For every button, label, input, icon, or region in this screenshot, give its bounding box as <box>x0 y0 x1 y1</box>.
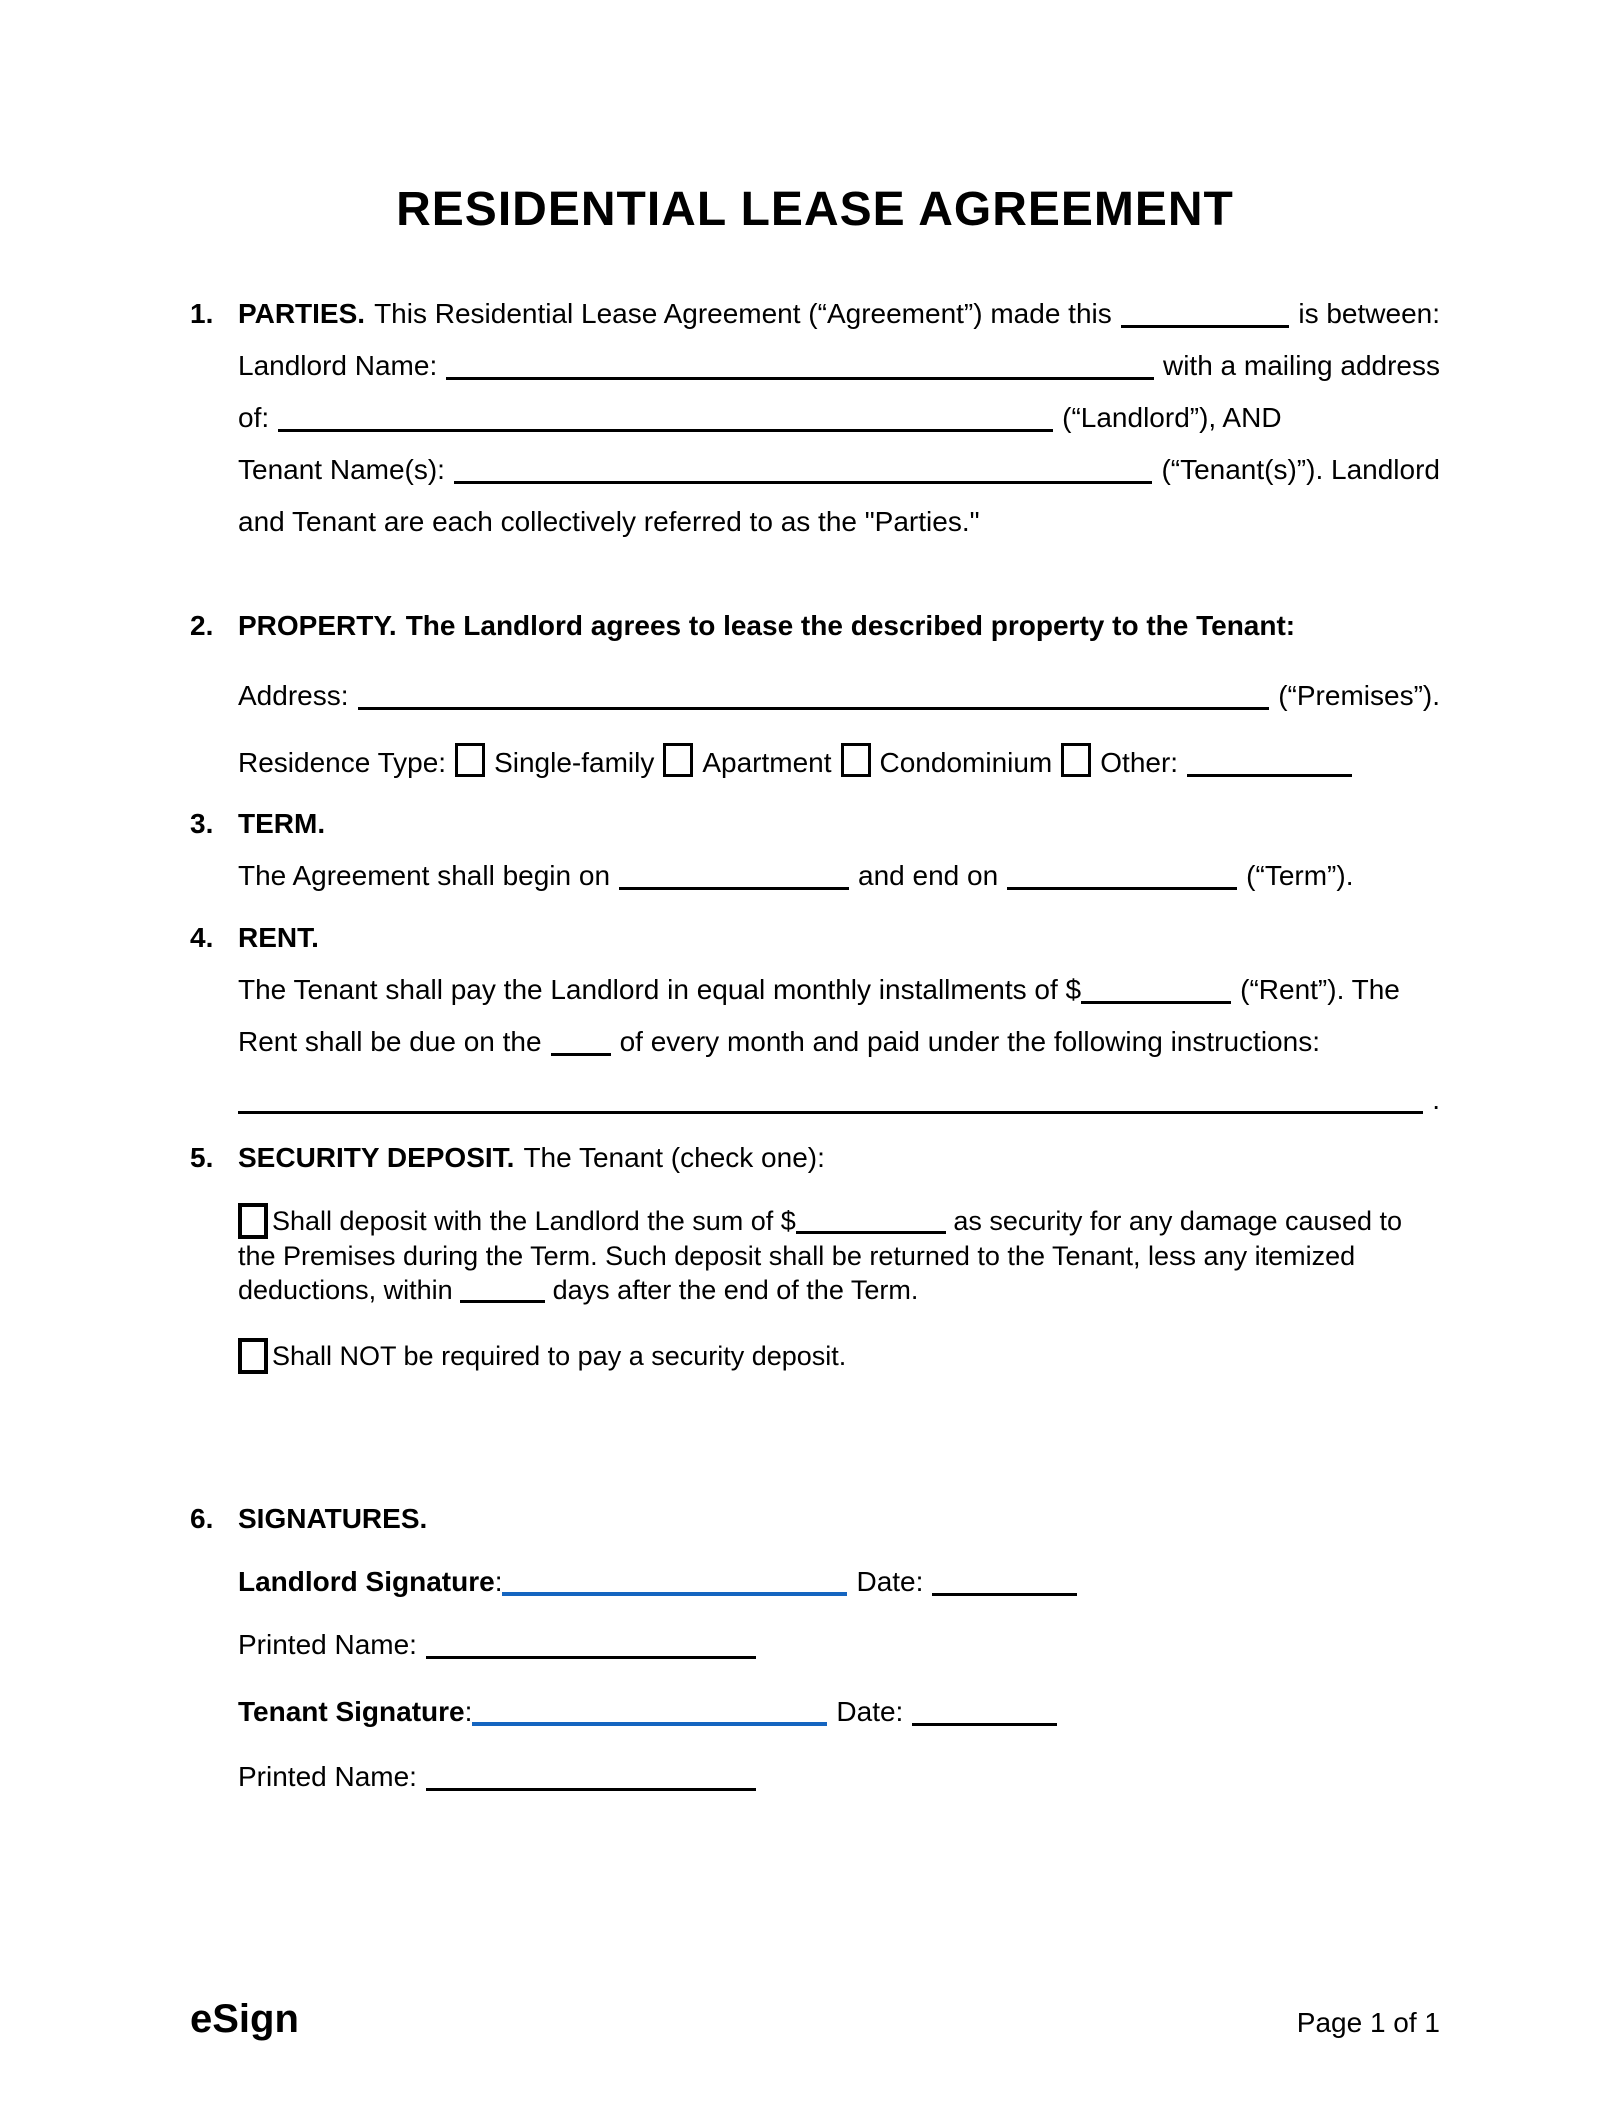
property-address-line <box>190 676 1440 716</box>
tenant-signature-colon: : <box>464 1696 473 1727</box>
term-start-date-field[interactable] <box>619 887 849 890</box>
residence-type-line <box>190 738 1440 783</box>
property-address-label: Address: <box>238 680 349 711</box>
deposit-option-text-2: as security for any damage caused to the Premises during the Term. Such deposit shall be returned to the Tenant, less any itemized deductions, within <box>238 1206 1403 1305</box>
term-heading-line <box>190 804 1440 844</box>
landlord-date-label: Date: <box>856 1566 924 1597</box>
rent-instructions-line <box>190 1080 1440 1120</box>
section-heading-property: PROPERTY. <box>238 610 397 641</box>
tenant-signature-label-text: Tenant Signature <box>238 1696 465 1727</box>
other-checkbox[interactable] <box>1061 743 1091 777</box>
landlord-address-field[interactable] <box>278 429 1053 432</box>
deposit-required-option <box>190 1203 1440 1307</box>
section-number-rent: 4. <box>190 922 214 953</box>
single-family-checkbox[interactable] <box>455 743 485 777</box>
rent-due-day-field[interactable] <box>551 1053 611 1056</box>
rent-instructions-period: . <box>1432 1084 1440 1115</box>
landlord-signature-label-text: Landlord Signature <box>238 1566 495 1597</box>
no-deposit-option <box>190 1338 1440 1374</box>
apartment-checkbox[interactable] <box>663 743 693 777</box>
rent-amount-line <box>190 970 1440 1010</box>
landlord-address-line <box>190 398 1440 438</box>
landlord-name-label: Landlord Name: <box>238 350 438 381</box>
section-number-term: 3. <box>190 808 214 839</box>
page-footer <box>190 1997 1440 2042</box>
single-family-label: Single-family <box>494 747 655 778</box>
rent-due-tail: of every month and paid under the following instructions: <box>619 1026 1320 1057</box>
term-end-date-field[interactable] <box>1007 887 1237 890</box>
esign-logo: eSign <box>190 1997 299 2041</box>
page-title: RESIDENTIAL LEASE AGREEMENT <box>396 183 1234 236</box>
tenant-name-field[interactable] <box>454 481 1152 484</box>
rent-due-line <box>190 1022 1440 1062</box>
landlord-signature-field[interactable] <box>502 1592 847 1596</box>
rent-amount-tail: (“Rent”). The <box>1240 974 1400 1005</box>
payment-instructions-field[interactable] <box>238 1111 1423 1114</box>
condominium-label: Condominium <box>879 747 1053 778</box>
parties-closing-text: and Tenant are each collectively referred to as the "Parties." <box>238 506 980 537</box>
section-number-property: 2. <box>190 610 214 641</box>
security-deposit-lead: The Tenant (check one): <box>523 1142 825 1173</box>
page-number: Page 1 of 1 <box>1296 2007 1440 2038</box>
landlord-printed-name-field[interactable] <box>426 1656 756 1659</box>
landlord-signature-label <box>238 1562 502 1602</box>
tenant-date-label: Date: <box>836 1696 904 1727</box>
rent-amount-field[interactable] <box>1081 1001 1231 1004</box>
tenant-printed-name-field[interactable] <box>426 1788 756 1791</box>
other-label: Other: <box>1100 747 1179 778</box>
other-residence-field[interactable] <box>1187 774 1352 777</box>
signatures-heading-line <box>190 1499 1440 1539</box>
landlord-printed-name-label: Printed Name: <box>238 1629 417 1660</box>
landlord-signature-line <box>190 1562 1440 1606</box>
property-lead-text: The Landlord agrees to lease the described property to the Tenant: <box>405 610 1296 641</box>
term-middle-text: and end on <box>858 860 999 891</box>
landlord-date-field[interactable] <box>932 1593 1077 1596</box>
section-number-parties: 1. <box>190 298 214 329</box>
term-tail-text: (“Term”). <box>1246 860 1354 891</box>
parties-intro-text: This Residential Lease Agreement (“Agreement”) made this <box>374 298 1112 329</box>
tenant-signature-line <box>190 1692 1440 1736</box>
property-address-tail: (“Premises”). <box>1278 680 1440 711</box>
rent-heading-line <box>190 918 1440 958</box>
property-heading-line <box>190 606 1440 646</box>
security-deposit-heading-line <box>190 1138 1440 1178</box>
tenant-name-line <box>190 450 1440 490</box>
section-number-signatures: 6. <box>190 1503 214 1534</box>
tenant-signature-label <box>238 1692 472 1732</box>
section-heading-term: TERM. <box>238 808 326 839</box>
no-deposit-text: Shall NOT be required to pay a security deposit. <box>272 1341 847 1371</box>
no-deposit-checkbox[interactable] <box>238 1338 268 1374</box>
parties-closing-line <box>190 502 1440 542</box>
tenant-printed-name-line <box>190 1757 1440 1797</box>
landlord-printed-name-line <box>190 1625 1440 1665</box>
section-heading-signatures: SIGNATURES. <box>238 1503 428 1534</box>
document-page <box>190 0 1440 2042</box>
agreement-date-field[interactable] <box>1121 325 1290 328</box>
landlord-address-label: of: <box>238 402 270 433</box>
section-heading-security-deposit: SECURITY DEPOSIT. <box>238 1142 515 1173</box>
landlord-name-field[interactable] <box>446 377 1154 380</box>
landlord-signature-colon: : <box>494 1566 503 1597</box>
deposit-required-checkbox[interactable] <box>238 1203 268 1239</box>
property-address-field[interactable] <box>358 707 1270 710</box>
deposit-option-text-3: days after the end of the Term. <box>545 1275 919 1305</box>
tenant-printed-name-label: Printed Name: <box>238 1761 417 1792</box>
condominium-checkbox[interactable] <box>841 743 871 777</box>
tenant-signature-field[interactable] <box>472 1722 827 1726</box>
deposit-amount-field[interactable] <box>796 1231 946 1234</box>
parties-intro-tail: is between: <box>1298 298 1440 329</box>
residence-type-label: Residence Type: <box>238 747 447 778</box>
rent-due-text: Rent shall be due on the <box>238 1026 542 1057</box>
tenant-name-tail: (“Tenant(s)”). Landlord <box>1161 454 1440 485</box>
term-body-line <box>190 856 1440 896</box>
term-begin-text: The Agreement shall begin on <box>238 860 611 891</box>
deposit-option-text-1: Shall deposit with the Landlord the sum of $ <box>272 1206 796 1236</box>
tenant-name-label: Tenant Name(s): <box>238 454 445 485</box>
landlord-name-line <box>190 346 1440 386</box>
apartment-label: Apartment <box>702 747 832 778</box>
landlord-address-tail: (“Landlord”), AND <box>1062 402 1282 433</box>
deposit-return-days-field[interactable] <box>460 1300 545 1303</box>
tenant-date-field[interactable] <box>912 1723 1057 1726</box>
landlord-name-tail: with a mailing address <box>1162 350 1440 381</box>
section-heading-rent: RENT. <box>238 922 319 953</box>
rent-amount-text: The Tenant shall pay the Landlord in equal monthly installments of $ <box>238 974 1082 1005</box>
section-heading-parties: PARTIES. <box>238 298 366 329</box>
parties-intro-line <box>190 294 1440 334</box>
section-number-security-deposit: 5. <box>190 1142 214 1173</box>
